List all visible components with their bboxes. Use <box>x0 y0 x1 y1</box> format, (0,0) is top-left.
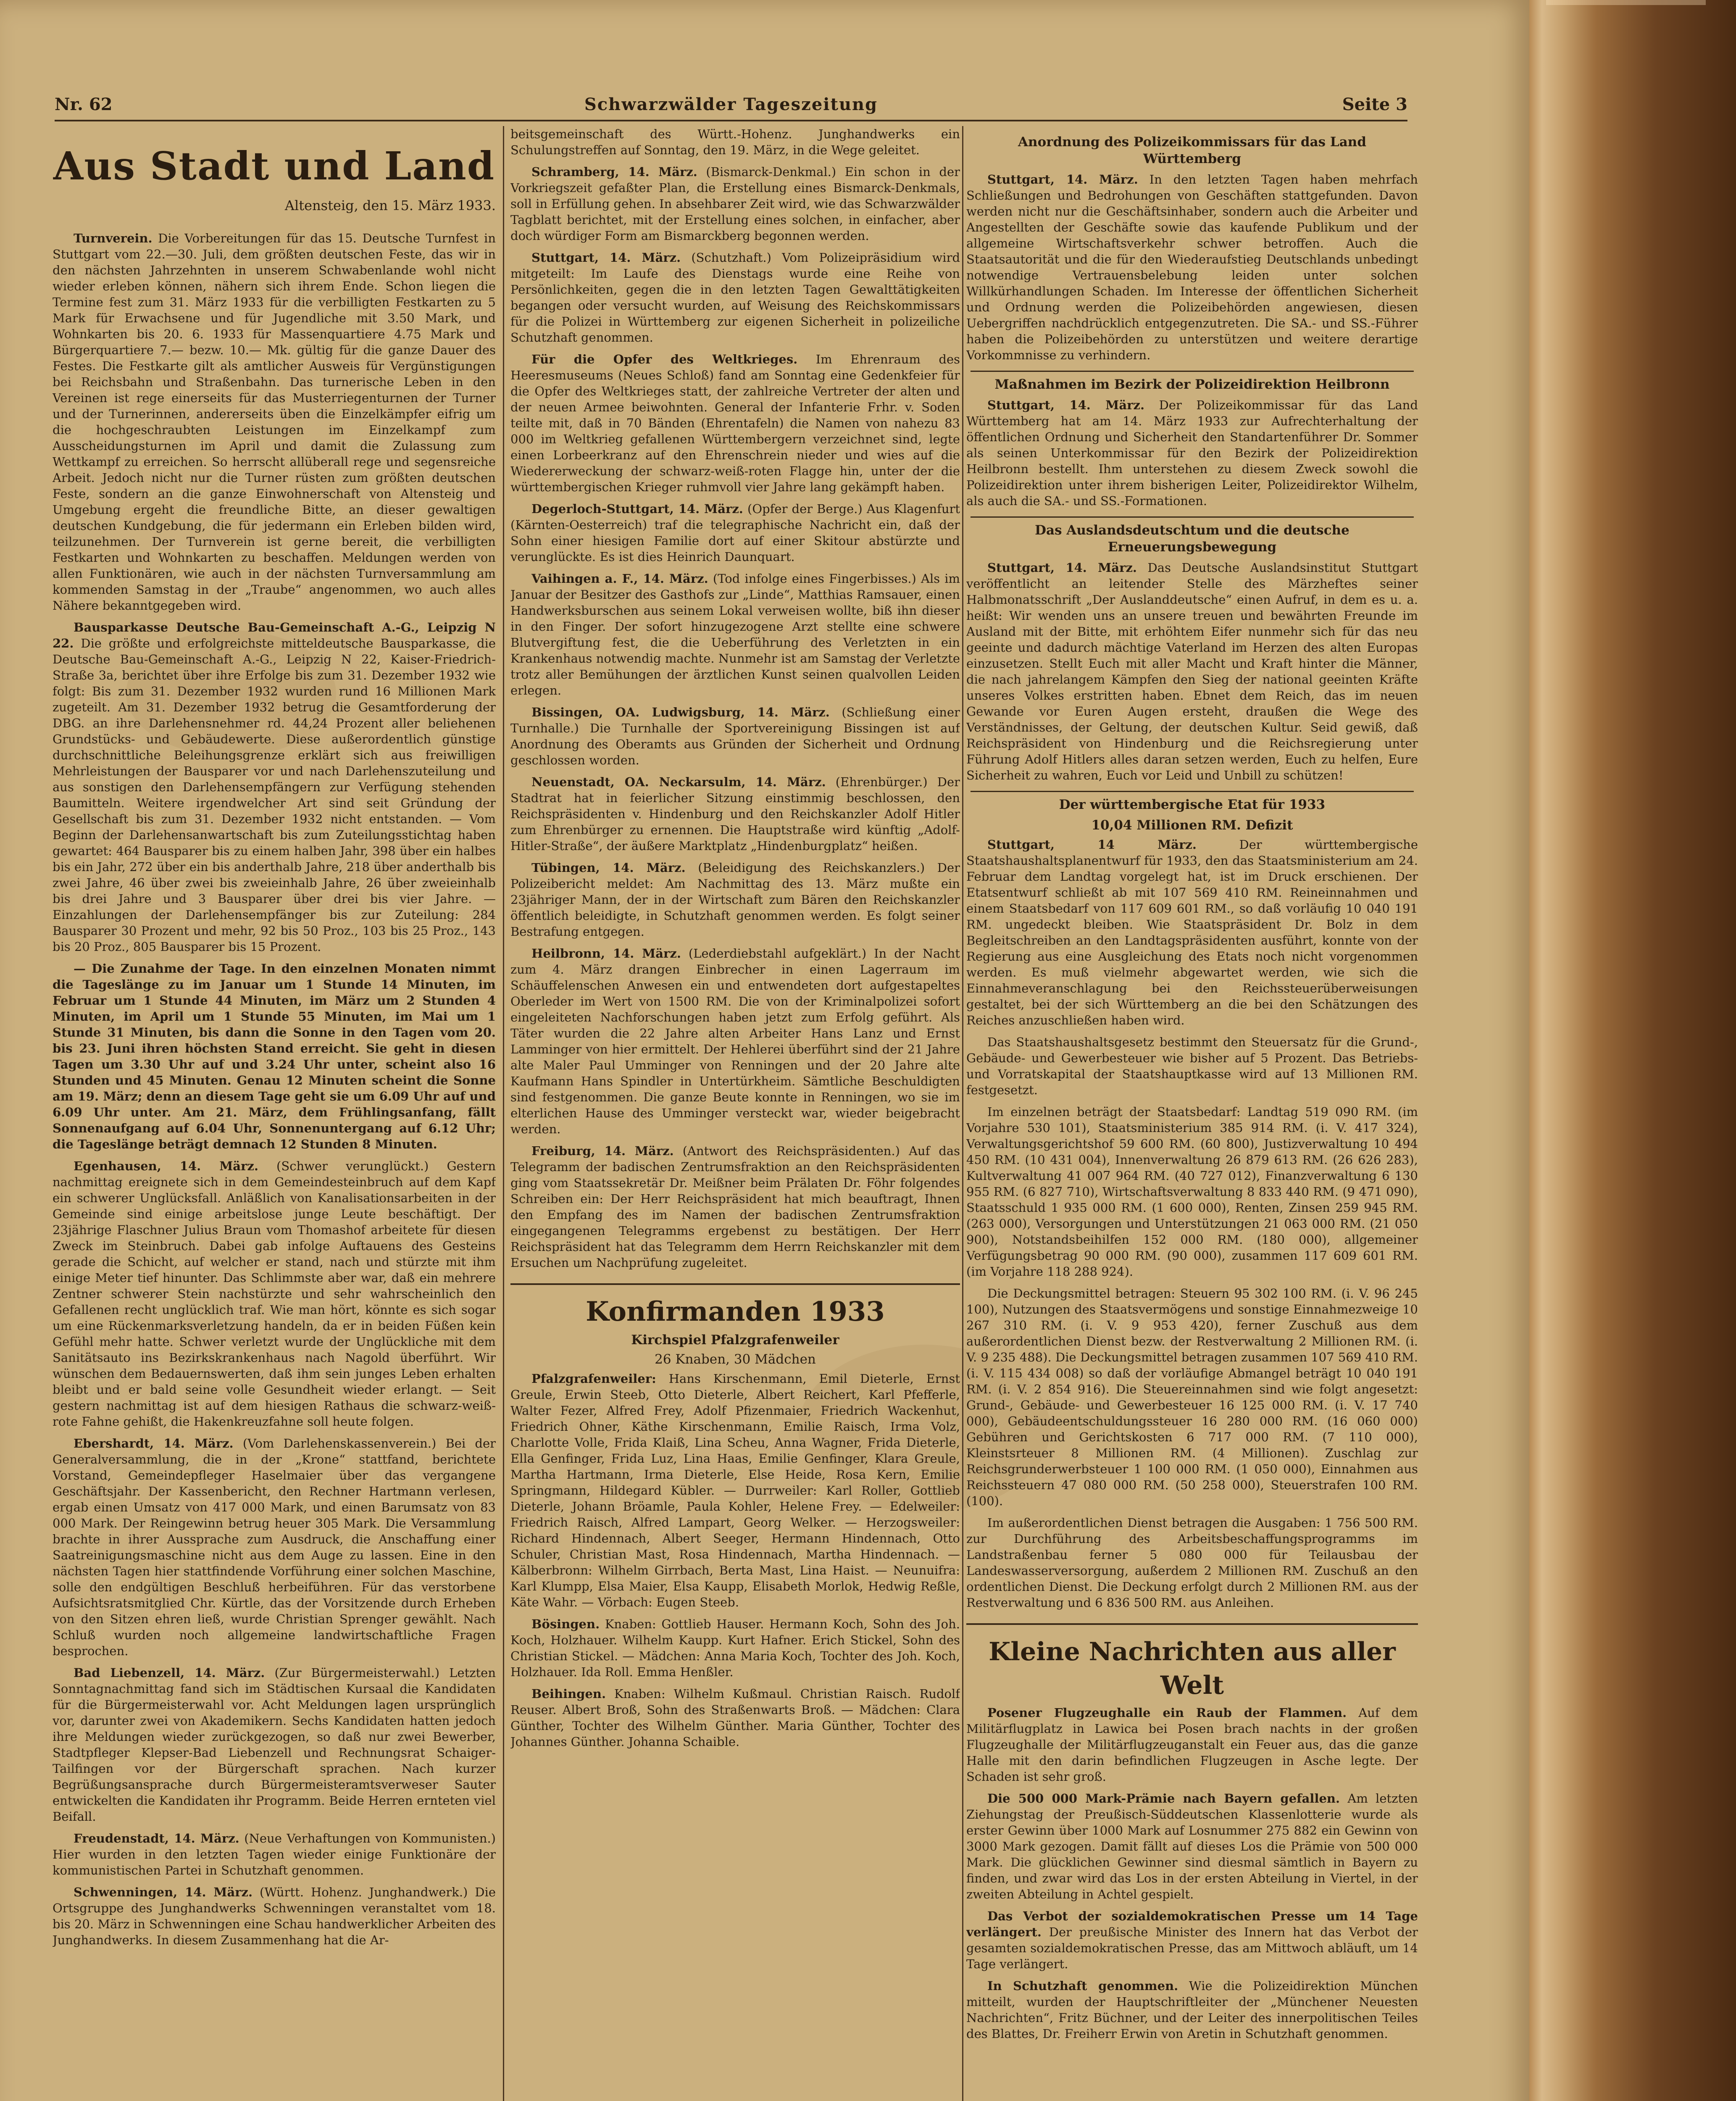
article-etat-p2: Das Staatshaushaltsgesetz bestimmt den Steuersatz für die Grund-, Gebäude- und Gewerbesteuer wie bisher auf 5 Prozent. Das Betriebs- und Vorratskapital der Staatshauptkasse wird auf 13 Millionen RM. festgesetzt. <box>966 1035 1418 1097</box>
article-text: Am letzten Ziehungstag der Preußisch-Süddeutschen Klassenlotterie wurde als erster Gewinn über 1000 Mark auf Losnummer 275 882 ein Gewinn von 3000 Mark gezogen. Damit fällt auf dieses Los die Prämie von 500 000 Mark. Die glücklichen Gewinner sind diesmal sämtlich in Bayern zu finden, und zwar wird das Los in der ersten Abteilung in Viertel, in der zweiten Abteilung in Achtel gespielt. <box>966 1791 1418 1901</box>
article-lead: Die 500 000 Mark-Prämie nach Bayern gefallen. <box>987 1791 1340 1806</box>
page-header <box>55 95 1407 121</box>
headline-etat: Der württembergische Etat für 1933 <box>971 791 1414 813</box>
article-etat-p4: Die Deckungsmittel betragen: Steuern 95 302 100 RM. (i. V. 96 245 100), Nutzungen des Staatsvermögens und sonstige Einnahmezweige 10 267 310 RM. (i. V. 9 953 420), ferner Zuschuß aus dem außerordentlichen Dienst bezw. der Restverwaltung 2 Millionen RM. (i. V. 9 235 488). Die Deckungsmittel betragen zusammen 107 569 410 RM. (i. V. 115 434 008) so daß der vorläufige Abmangel beträgt 10 040 191 RM. (i. V. 2 854 916). Die Steuereinnahmen sind wie folgt angesetzt: Grund-, Gebäude- und Gewerbesteuer 16 125 000 RM. (i. V. 17 740 000), Gebäudeentschuldungssteuer 16 280 000 RM. (16 060 000) Gebühren und Gerichtskosten 6 717 000 RM. (7 110 000), Kleinstsrteuer 8 Millionen RM. (4 Millionen). Zuschlag zur Reichsgrunderwerbsteuer 1 100 000 RM. (1 050 000), Einnahmen aus Reichssteuern 47 080 000 RM. (50 258 000), Steuerstrafen 100 RM. (100). <box>966 1286 1418 1508</box>
headline-etat-subtitle: 10,04 Millionen RM. Defizit <box>1091 818 1293 833</box>
article-neuenstadt <box>510 774 960 854</box>
article-text: (Schließung einer Turnhalle.) Die Turnhalle der Sportvereinigung Bissingen ist auf Anordnung des Oberamts aus Gründen der Sicherheit und Ordnung geschlossen worden. <box>510 705 960 767</box>
column-rule <box>503 126 504 2101</box>
article-text: (Lederdiebstahl aufgeklärt.) In der Nacht zum 4. März drangen Einbrecher in einen Lagerraum im Schäuffelenschen Anwesen ein und entwendeten dort aufgestapeltes Oberleder im Wert von 1500 RM. Die von der Kriminalpolizei sofort eingeleiteten Nachforschungen haben jetzt zum Erfolg geführt. Als Täter wurden die 22 Jahre alten Arbeiter Hans Lanz und Ernst Lamminger von hier ermittelt. Der Hehlerei überführt sind der 21 Jahre alte Maler Paul Umminger von Renningen und der 20 Jahre alte Kaufmann Hans Spindler in Untertürkheim. Sämtliche Beschuldigten sind festgenommen. Die ganze Beute konnte in Renningen, wo sie im elterlichen Hause des Umminger versteckt war, wieder beigebracht werden. <box>510 946 960 1136</box>
article-text: Wie die Polizeidirektion München mitteilt, wurden der Hauptschriftleiter der „Münchener Neuesten Nachrichten“, Fritz Büchner, und der Leiter des innerpolitischen Teiles des Blattes, Dr. Freiherr Erwin von Aretin in Schutzhaft genommen. <box>966 1979 1418 2041</box>
article-text: Das Deutsche Auslandsinstitut Stuttgart veröffentlicht an leitender Stelle des Märzheftes seiner Halbmonatsschrift „Der Auslanddeutsche“ einen Aufruf, in dem es u. a. heißt: Wir wenden uns an unsere treuen und bewährten Freunde im Ausland mit der Bitte, mit erhöhtem Eifer nunmehr sich für das neu geeinte und dadurch mächtige Vaterland im Herzen des alten Europas einzusetzen. Stellt Euch mit aller Macht und Kraft hinter die Männer, die nach jahrelangem Kämpfen den Sieg der national geeinten Kräfte unseres Volkes erstritten haben. Ebnet dem Reich, das im neuen Gewande vor Euren Augen ersteht, draußen die Wege des Verständnisses, der Geltung, der deutschen Kultur. Seid gewiß, daß Reichspräsident von Hindenburg und die Reichsregierung unter Führung Adolf Hitlers alles daran setzen werden, Euch zu helfen, Eure Sicherheit zu wahren, Euch vor Leid und Unbill zu schützen! <box>966 561 1418 782</box>
column-1 <box>53 126 496 2101</box>
page-number: Seite 3 <box>1342 95 1407 114</box>
article-praemie <box>966 1790 1418 1902</box>
article-lead: Vaihingen a. F., 14. März. <box>531 571 708 586</box>
article-lead: Schramberg, 14. März. <box>531 165 697 179</box>
dateline: Altensteig, den 15. März 1933. <box>284 197 496 213</box>
headline-auslandsdeutschtum: Das Auslandsdeutschtum und die deutsche Erneuerungsbewegung <box>971 516 1414 556</box>
section-title-aus-stadt-und-land: Aus Stadt und Land <box>53 143 495 189</box>
article-text: Der württembergische Staatshaushaltsplanentwurf für 1933, den das Staatsministerium am 24. Februar dem Landtag vorgelegt hat, ist im Druck erschienen. Der Etatsentwurf schließt ab mit 107 569 410 RM. Reineinnahmen und einem Staatsbedarf von 117 609 601 RM., so daß vorläufig 10 040 191 RM. ungedeckt bleiben. Wie Staatspräsident Dr. Bolz in dem Begleitschreiben an den Landtagspräsidenten ausführt, konnte von der Regierung aus eine Ausgleichung des Etats noch nicht vorgenommen werden. Es muß vielmehr abgewartet werden, wie sich die Einnahmeveranschlagung bei den Reichssteuerüberweisungen gestaltet, bei der sich Württemberg an die bei den Schätzungen des Reiches anzuschließen haben wird. <box>966 837 1418 1027</box>
book-binding <box>1529 0 1736 2101</box>
column-2 <box>510 126 960 2101</box>
article-lead: Schwenningen, 14. März. <box>74 1885 253 1899</box>
article-egenhausen <box>53 1158 496 1430</box>
article-lead: Stuttgart, 14. März. <box>987 398 1145 412</box>
article-posener <box>966 1705 1418 1785</box>
article-lead: Für die Opfer des Weltkrieges. <box>531 352 798 366</box>
article-lead: Bad Liebenzell, 14. März. <box>74 1666 265 1680</box>
article-tageslaenge <box>53 961 496 1152</box>
article-degerloch <box>510 501 960 565</box>
article-schramberg <box>510 164 960 244</box>
konfirmanden-title: Konfirmanden 1933 <box>510 1283 960 1329</box>
article-schutzhaft-muenchen <box>966 1978 1418 2042</box>
konfirmanden-beihingen <box>510 1686 960 1750</box>
article-text: (Vom Darlehenskassenverein.) Bei der Generalversammlung, die in der „Krone“ stattfand, berichtete Vorstand, Gemeindepfleger Haselmaier über das vergangene Geschäftsjahr. Der Kassenbericht, den Rechner Hartmann verlesen, ergab einen Umsatz von 417 000 Mark, und einen Barumsatz von 83 000 Mark. Der Reingewinn betrug heuer 305 Mark. Die Versammlung brachte in ihrer Aussprache zum Ausdruck, die Anschaffung einer Saatreinigungsmaschine nicht aus dem Auge zu lassen. Eine in den nächsten Tagen hier stattfindende Vorführung einer solchen Maschine, solle den endgültigen Beschluß herbeiführen. Für das verstorbene Aufsichtsratsmitglied Chr. Kürtle, das der Vorsitzende durch Erheben von den Sitzen ehren ließ, wurde Christian Sprenger gewählt. Nach Schluß wurden noch allgemeine landwirtschaftliche Fragen besprochen. <box>53 1436 496 1658</box>
article-lead: Stuttgart, 14 März. <box>987 837 1197 852</box>
article-etat-p5: Im außerordentlichen Dienst betragen die Ausgaben: 1 756 500 RM. zur Durchführung des Arbeitsbeschaffungsprogramms im Landstraßenbau ferner 5 080 000 für Teilausbau der Landeswasserversorgung, außerdem 2 Millionen RM. Zuschuß an den ordentlichen Dienst. Die Deckung erfolgt durch 2 Millionen RM. aus der Restverwaltung und 6 836 500 RM. aus Anleihen. <box>966 1516 1418 1610</box>
article-text: Knaben: Gottlieb Hauser. Hermann Koch, Sohn des Joh. Koch, Holzhauer. Wilhelm Kaupp. Kurt Hafner. Erich Stickel, Sohn des Christian Stickel. — Mädchen: Anna Maria Koch, Tochter des Joh. Koch, Holzhauer. Ida Roll. Emma Henßler. <box>510 1617 960 1679</box>
article-lead: Pfalzgrafenweiler: <box>531 1372 656 1386</box>
article-etat-p3: Im einzelnen beträgt der Staatsbedarf: Landtag 519 090 RM. (im Vorjahre 530 101), Staatsministerium 385 914 RM. (i. V. 417 324), Verwaltungsgerichtshof 59 600 RM. (60 800), Justizverwaltung 10 494 450 RM. (10 431 004), Innenverwaltung 26 879 613 RM. (26 626 283), Kultverwaltung 41 007 964 RM. (40 727 012), Finanzverwaltung 6 130 955 RM. (6 827 710), Wirtschaftsverwaltung 8 833 440 RM. (9 471 090), Staatsschuld 1 935 000 RM. (1 600 000), Renten, Zinsen 259 945 RM. (263 000), Versorgungen und Unterstützungen 21 063 000 RM. (21 050 900), Notstandsbeihilfen 152 000 RM. (180 000), allgemeiner Verfügungsbetrag 90 000 RM. (90 000), zusammen 117 609 601 RM. (im Vorjahre 118 288 924). <box>966 1105 1418 1279</box>
article-text: (Schutzhaft.) Vom Polizeipräsidium wird mitgeteilt: Im Laufe des Dienstags wurde eine Reihe von Persönlichkeiten, gegen die in den letzten Tagen Gewalttätigkeiten begangen oder versucht wurden, auf Weisung des Reichskommissars für die Polizei in Württemberg zur eigenen Sicherheit in polizeiliche Schutzhaft genommen. <box>510 250 960 345</box>
article-lead: Egenhausen, 14. März. <box>74 1159 258 1173</box>
newspaper-name: Schwarzwälder Tageszeitung <box>584 95 878 114</box>
binding-edge <box>1546 0 1706 5</box>
article-lead: Stuttgart, 14. März. <box>987 172 1138 187</box>
article-lead: Neuenstadt, OA. Neckarsulm, 14. März. <box>531 775 826 789</box>
article-lead: Freiburg, 14. März. <box>531 1144 674 1158</box>
article-lead: Tübingen, 14. März. <box>531 861 686 875</box>
article-text: (Opfer der Berge.) Aus Klagenfurt (Kärnten-Oesterreich) traf die telegraphische Nachricht ein, daß der Sohn einer hiesigen Familie dort auf einer Skitour abstürzte und verunglückte. Es ist dies Heinrich Daunquart. <box>510 502 960 564</box>
article-text: Die größte und erfolgreichste mitteldeutsche Bausparkasse, die Deutsche Bau-Gemeinschaft A.-G., Leipzig N 22, Kaiser-Friedrich-Straße 3a, berichtet über ihre Erfolge bis zum 31. Dezember 1932 wie folgt: Bis zum 31. Dezember 1932 wurden rund 16 Millionen Mark zugeteilt. Am 31. Dezember 1932 betrug die Gesamtforderung der DBG. an ihre Darlehensnehmer rd. 44,24 Prozent aller beliehenen Grundstücks- und Gebäudewerte. Diese außerordentlich günstige durchschnittliche Beleihungsgrenze erklärt sich aus freiwilligen Mehrleistungen der Bausparer vor und nach Darlehenszuteilung und aus sonstigen den Darlehensempfängern zur Verfügung stehenden Baumitteln. Weitere irgendwelcher Art sind seit Gründung der Gesellschaft bis zum 31. Dezember 1932 nicht entstanden. — Vom Beginn der Darlehensanwartschaft bis zum Zuteilungsstichtag haben gewartet: 464 Bausparer bis zu einem halben Jahr, 398 über ein halbes bis ein Jahr, 272 über ein bis anderthalb Jahre, 218 über anderthalb bis zwei Jahre, 46 über zwei bis zweieinhalb Jahre, 26 über zweieinhalb bis drei Jahre und 3 Bausparer über drei bis vier Jahre. — Einzahlungen der Darlehensempfänger bis zur Zuteilung: 284 Bausparer 30 Prozent und mehr, 92 bis 50 Proz., 103 bis 25 Proz., 143 bis 20 Proz., 805 Bausparer bis 15 Prozent. <box>53 636 496 954</box>
article-tuebingen <box>510 860 960 940</box>
konfirmanden-subtitle: Kirchspiel Pfalzgrafenweiler <box>631 1332 839 1348</box>
article-lead: Das Verbot der sozialdemokratischen Presse um 14 Tage verlängert. <box>966 1909 1418 1939</box>
article-lead: Beihingen. <box>531 1687 606 1701</box>
article-text: (Württ. Hohenz. Junghandwerk.) Die Ortsgruppe des Junghandwerks Schwenningen veranstaltet vom 18. bis 20. März in Schwenningen eine Schau handwerklicher Arbeiten des Junghandwerks. In diesem Zusammenhang hat die Ar- <box>53 1885 496 1947</box>
article-lead: Stuttgart, 14. März. <box>987 561 1137 575</box>
article-ebershardt <box>53 1435 496 1659</box>
article-text: Knaben: Wilhelm Kußmaul. Christian Raisch. Rudolf Reuser. Albert Broß, Sohn des Straßenwarts Broß. — Mädchen: Clara Günther, Tochter des Wilhelm Günther. Maria Günther, Tochter des Johannes Günther. Johanna Schaible. <box>510 1687 960 1749</box>
article-text: Der Polizeikommissar für das Land Württemberg hat am 14. März 1933 zur Aufrechterhaltung der öffentlichen Ordnung und Sicherheit den Standartenführer Dr. Sommer als seinen Unterkommissar für den Bezirk der Polizeidirektion Heilbronn bestellt. Ihm unterstehen zu diesem Zweck sowohl die Polizeidirektion unter ihrem bisherigen Leiter, Polizeidirektor Wilhelm, als auch die SA.- und SS.-Formationen. <box>966 398 1418 508</box>
konfirmanden-pfalzgrafenweiler <box>510 1371 960 1610</box>
article-lead: In Schutzhaft genommen. <box>987 1979 1178 1993</box>
article-continuation: beitsgemeinschaft des Württ.-Hohenz. Junghandwerks ein Schulungstreffen auf Sonntag, den 19. März, in die Wege geleitet. <box>510 127 960 157</box>
article-text: Auf dem Militärflugplatz in Lawica bei Posen brach nachts in der großen Flugzeughalle der Militärflugzeuganstalt ein Feuer aus, das die ganze Halle mit den darin befindlichen Flugzeugen in Asche legte. Der Schaden ist sehr groß. <box>966 1706 1418 1784</box>
article-massnahmen <box>966 397 1418 509</box>
column-rule <box>962 126 963 2101</box>
article-lead: Stuttgart, 14. März. <box>531 250 681 265</box>
article-text: Der preußische Minister des Innern hat das Verbot der gesamten sozialdemokratischen Presse, das am Mittwoch abläuft, um 14 Tage verlängert. <box>966 1925 1418 1971</box>
article-freudenstadt <box>53 1830 496 1878</box>
article-text: (Tod infolge eines Fingerbisses.) Als im Januar der Besitzer des Gasthofs zur „Linde“, Matthias Ramsauer, einen Handwerksburschen aus seinem Lokal verweisen wollte, biß ihn dieser in den Finger. Der sofort hinzugezogene Arzt stellte eine schwere Blutvergiftung fest, die die Ueberführung des Verletzten in ein Krankenhaus notwendig machte. Nunmehr ist am Samstag der Verletzte trotz aller Bemühungen der ärztlichen Kunst seinen qualvollen Leiden erlegen. <box>510 571 960 698</box>
article-lead: Posener Flugzeughalle ein Raub der Flammen. <box>987 1706 1347 1720</box>
article-bausparkasse <box>53 619 496 955</box>
article-text: (Antwort des Reichspräsidenten.) Auf das Telegramm der badischen Zentrumsfraktion an den Reichspräsidenten ging vom Staatssekretär Dr. Meißner beim Prälaten Dr. Föhr folgendes Schreiben ein: Der Herr Reichspräsident hat mich beauftragt, Ihnen den Empfang des im Namen der badischen Zentrumsfraktion eingegangenen Telegramms ergebenst zu bestätigen. Der Herr Reichspräsident hat das Telegramm dem Herrn Reichskanzler mit dem Ersuchen um Nachprüfung zugeleitet. <box>510 1144 960 1270</box>
article-anordnung <box>966 171 1418 363</box>
article-text: (Neue Verhaftungen von Kommunisten.) Hier wurden in den letzten Tagen wieder einige Funktionäre der kommunistischen Partei in Schutzhaft genommen. <box>53 1831 496 1877</box>
article-text: Die Vorbereitungen für das 15. Deutsche Turnfest in Stuttgart vom 22.—30. Juli, dem größten deutschen Feste, das wir in den nächsten Jahrzehnten in unserem Schwabenlande wohl nicht wieder erleben können, nähern sich ihrem Ende. Schon liegen die Termine fest zum 31. März 1933 für die verbilligten Festkarten zu 5 Mark für Erwachsene und für Jugendliche mit 3.50 Mark, und Wohnkarten bis 20. 6. 1933 für Massenquartiere 4.75 Mark und Bürgerquartiere 7.— bezw. 10.— Mk. gültig für die ganze Dauer des Festes. Die Festkarte gilt als amtlicher Ausweis für Vergünstigungen bei Reichsbahn und Straßenbahn. Das turnerische Leben in den Vereinen ist rege einerseits für das Musterriegenturnen der Turner und der Turnerinnen, andererseits üben die Einzelkämpfer eifrig um die hochgeschraubten Leistungen im Einzelkampf zum Ausscheidungsturnen im April und damit die Zulassung zum Wettkampf zu erreichen. So herrscht allüberall rege und segensreiche Arbeit. Jedoch nicht nur die Turner rüsten zum größten deutschen Feste, sondern an die ganze Einwohnerschaft von Altensteig und Umgebung ergeht die freundliche Bitte, an dieser gewaltigen deutschen Kundgebung, die für jedermann ein Erleben bilden wird, teilzunehmen. Der Turnverein ist gerne bereit, die verbilligten Festkarten und Wohnkarten zu beschaffen. Meldungen werden von allen Funktionären, wie auch in der nächsten Turnversammlung am kommenden Samstag in der „Traube“ angenommen, wo auch alles Nähere bekanntgegeben wird. <box>53 231 496 613</box>
article-bissingen <box>510 704 960 768</box>
article-lead: Bösingen. <box>531 1617 600 1631</box>
article-vaihingen <box>510 571 960 698</box>
article-auslandsdeutschtum <box>966 560 1418 783</box>
article-lead: — Die Zunahme der Tage. <box>74 961 255 976</box>
konfirmanden-count: 26 Knaben, 30 Mädchen <box>655 1352 816 1367</box>
article-lead: Bausparkasse Deutsche Bau-Gemeinschaft A.-G., Leipzig N 22. <box>53 620 496 650</box>
article-lead: Freudenstadt, 14. März. <box>74 1831 239 1846</box>
article-etat <box>966 837 1418 1028</box>
article-turnverein <box>53 230 496 613</box>
article-lead: Turnverein. <box>74 231 153 245</box>
headline-anordnung: Anordnung des Polizeikommissars für das Land Württemberg <box>1018 134 1367 166</box>
article-freiburg <box>510 1143 960 1271</box>
article-liebenzell <box>53 1665 496 1825</box>
article-lead: Heilbronn, 14. März. <box>531 946 681 961</box>
article-verbot <box>966 1908 1418 1972</box>
article-text: (Ehrenbürger.) Der Stadtrat hat in feierlicher Sitzung einstimmig beschlossen, den Reichspräsidenten v. Hindenburg und den Reichskanzler Adolf Hitler zum Ehrenbürger zu ernennen. Die Hauptstraße wird künftig „Adolf-Hitler-Straße“, der äußere Marktplatz „Hindenburgplatz“ heißen. <box>510 775 960 853</box>
article-stuttgart-schutzhaft <box>510 250 960 345</box>
article-opfer-weltkrieg <box>510 351 960 495</box>
issue-number: Nr. 62 <box>55 95 113 114</box>
article-lead: Degerloch-Stuttgart, 14. März. <box>531 502 743 516</box>
article-schwenningen <box>53 1884 496 1948</box>
column-3 <box>966 126 1418 2101</box>
article-lead: Ebershardt, 14. März. <box>74 1436 234 1451</box>
article-text: (Zur Bürgermeisterwahl.) Letzten Sonntagnachmittag fand sich im Städtischen Kursaal die Kandidaten für die Bürgermeisterwahl vor. Acht Meldungen lagen ursprünglich vor, darunter zwei von Akademikern. Sechs Kandidaten hatten jedoch ihre Meldungen wieder zurückgezogen, so daß nur zwei Bewerber, Stadtpfleger Klepser-Bad Liebenzell und Rechnungsrat Schaiger-Tailfingen vor der Bürgerschaft sprachen. Nach kurzer Begrüßungsansprache durch Bürgermeisteramtsverweser Sauter entwickelten die Kandidaten ihr Programm. Beide Herren ernteten viel Beifall. <box>53 1666 496 1824</box>
article-heilbronn <box>510 945 960 1137</box>
headline-massnahmen: Maßnahmen im Bezirk der Polizeidirektion Heilbronn <box>971 371 1414 393</box>
article-text: In den einzelnen Monaten nimmt die Tageslänge zu im Januar um 1 Stunde 14 Minuten, im Februar um 1 Stunde 44 Minuten, im März um 2 Stunden 4 Minuten, im April um 1 Stunde 55 Minuten, im Mai um 1 Stunde 31 Minuten, bis dann die Sonne in den Tagen vom 20. bis 23. Juni ihren höchsten Stand erreicht. Sie geht in diesen Tagen um 3.30 Uhr auf und 3.24 Uhr unter, scheint also 16 Stunden und 45 Minuten. Genau 12 Minuten scheint die Sonne am 19. März; denn an diesem Tage geht sie um 6.09 Uhr auf und 6.09 Uhr unter. Am 21. März, dem Frühlingsanfang, fällt Sonnenaufgang auf 6.04 Uhr, Sonnenuntergang auf 6.12 Uhr; die Tageslänge beträgt demnach 12 Stunden 8 Minuten. <box>53 961 496 1151</box>
article-text: Im Ehrenraum des Heeresmuseums (Neues Schloß) fand am Sonntag eine Gedenkfeier für die Opfer des Weltkrieges statt, der zahlreiche Vertreter der alten und der neuen Armee beiwohnten. General der Infanterie Frhr. v. Soden teilte mit, daß in 70 Bänden (Ehrentafeln) die Namen von nahezu 83 000 im Weltkrieg gefallenen Württembergern verzeichnet sind, legte einen Lorbeerkranz auf den Ehrenschrein nieder und wies auf die Wiedererweckung der schwarz-weiß-roten Flagge hin, unter der die württembergischen Krieger ruhmvoll vier Jahre lang gekämpft haben. <box>510 352 960 494</box>
article-lead: Bissingen, OA. Ludwigsburg, 14. März. <box>531 705 830 719</box>
article-text: In den letzten Tagen haben mehrfach Schließungen und Bedrohungen von Geschäften stattgefunden. Davon werden nicht nur die Geschäftsinhaber, sondern auch die Arbeiter und Angestellten der Geschäfte sowie das kaufende Publikum und der allgemeine Wirtschaftsverkehr schwer betroffen. Auch die Staatsautorität und die für den Wiederaufstieg Deutschlands unbedingt notwendige Vertrauensbelebung leiden unter solchen Willkürhandlungen Schaden. Im Interesse der öffentlichen Sicherheit und Ordnung werden die Polizeibehörden angewiesen, diesen Uebergriffen nachdrücklich entgegenzutreten. Die SA.- und SS.-Führer haben die Polizeibehörden zu unterstützen und weitere derartige Vorkommnisse zu verhindern. <box>966 172 1418 362</box>
article-text: (Beleidigung des Reichskanzlers.) Der Polizeibericht meldet: Am Nachmittag des 13. März mußte ein 23jähriger Mann, der in der Wirtschaft zum Bären den Reichskanzler öffentlich beleidigte, in Schutzhaft genommen werden. Es folgt seiner Bestrafung entgegen. <box>510 861 960 939</box>
article-text: (Schwer verunglückt.) Gestern nachmittag ereignete sich in dem Gemeindesteinbruch auf dem Kapf ein schwerer Unglücksfall. Anläßlich von Kanalisationsarbeiten in der Gemeinde sind einige arbeitslose junge Leute beschäftigt. Der 23jährige Flaschner Julius Braun vom Thomashof arbeitete für diesen Zweck im Steinbruch. Dabei gab infolge Auftauens des Gesteins gerade die Schicht, auf welcher er stand, nach und stürzte mit ihm einige Meter tief hinunter. Das Schlimmste aber war, daß ein mehrere Zentner schwerer Stein nachstürzte und sehr wahrscheinlich den Gefallenen recht unglücklich traf. Wie man hört, könnte es sich sogar um eine Rückenmarksverletzung handeln, da er in beiden Füßen kein Gefühl mehr hatte. Schwer verletzt wurde der Unglückliche mit dem Sanitätsauto ins Bezirkskrankenhaus nach Nagold überführt. Wir wünschen dem Bedauernswerten, daß ihm sein junges Leben erhalten bleibt und er bald seine volle Gesundheit wieder erlangt. — Seit gestern nachmittag ist auf dem hiesigen Rathaus die schwarz-weiß-rote Fahne gehißt, die Hakenkreuzfahne soll heute folgen. <box>53 1159 496 1429</box>
article-text: (Bismarck-Denkmal.) Ein schon in der Vorkriegszeit gefaßter Plan, die Erstellung eines Bismarck-Denkmals, soll in Erfüllung gehen. In absehbarer Zeit wird, wie das Schwarzwälder Tagblatt berichtet, mit der Erstellung eines solchen, in einfacher, aber doch würdiger Form am Bismarckberg begonnen werden. <box>510 165 960 243</box>
konfirmanden-boesingen <box>510 1616 960 1680</box>
headline-kleine-nachrichten: Kleine Nachrichten aus aller Welt <box>966 1623 1418 1702</box>
article-text: Hans Kirschenmann, Emil Dieterle, Ernst Greule, Erwin Steeb, Otto Dieterle, Albert Reichert, Karl Pfefferle, Walter Fezer, Alfred Frey, Adolf Pfizenmaier, Friedrich Wackenhut, Friedrich Ohner, Käthe Kirschenmann, Emilie Raisch, Irma Volz, Charlotte Volle, Frida Klaiß, Lina Scheu, Anna Wagner, Frida Dieterle, Ella Genfinger, Frida Luz, Lina Haas, Emilie Genfinger, Klara Greule, Martha Hartmann, Irma Dieterle, Else Heide, Rosa Kern, Emilie Springmann, Hildegard Kübler. — Durrweiler: Karl Roller, Gottlieb Dieterle, Johann Bröamle, Paula Kohler, Helene Frey. — Edelweiler: Friedrich Raisch, Alfred Lampart, Georg Welker. — Herzogsweiler: Richard Hindennach, Albert Seeger, Hermann Hindennach, Otto Schuler, Christian Mast, Rosa Hindennach, Martha Hindennach. — Kälberbronn: Wilhelm Girrbach, Berta Mast, Lina Haist. — Neunuifra: Karl Klumpp, Elsa Maier, Elsa Kaupp, Elisabeth Morlok, Hedwig Reßle, Käte Wahr. — Vörbach: Eugen Steeb. <box>510 1372 960 1609</box>
